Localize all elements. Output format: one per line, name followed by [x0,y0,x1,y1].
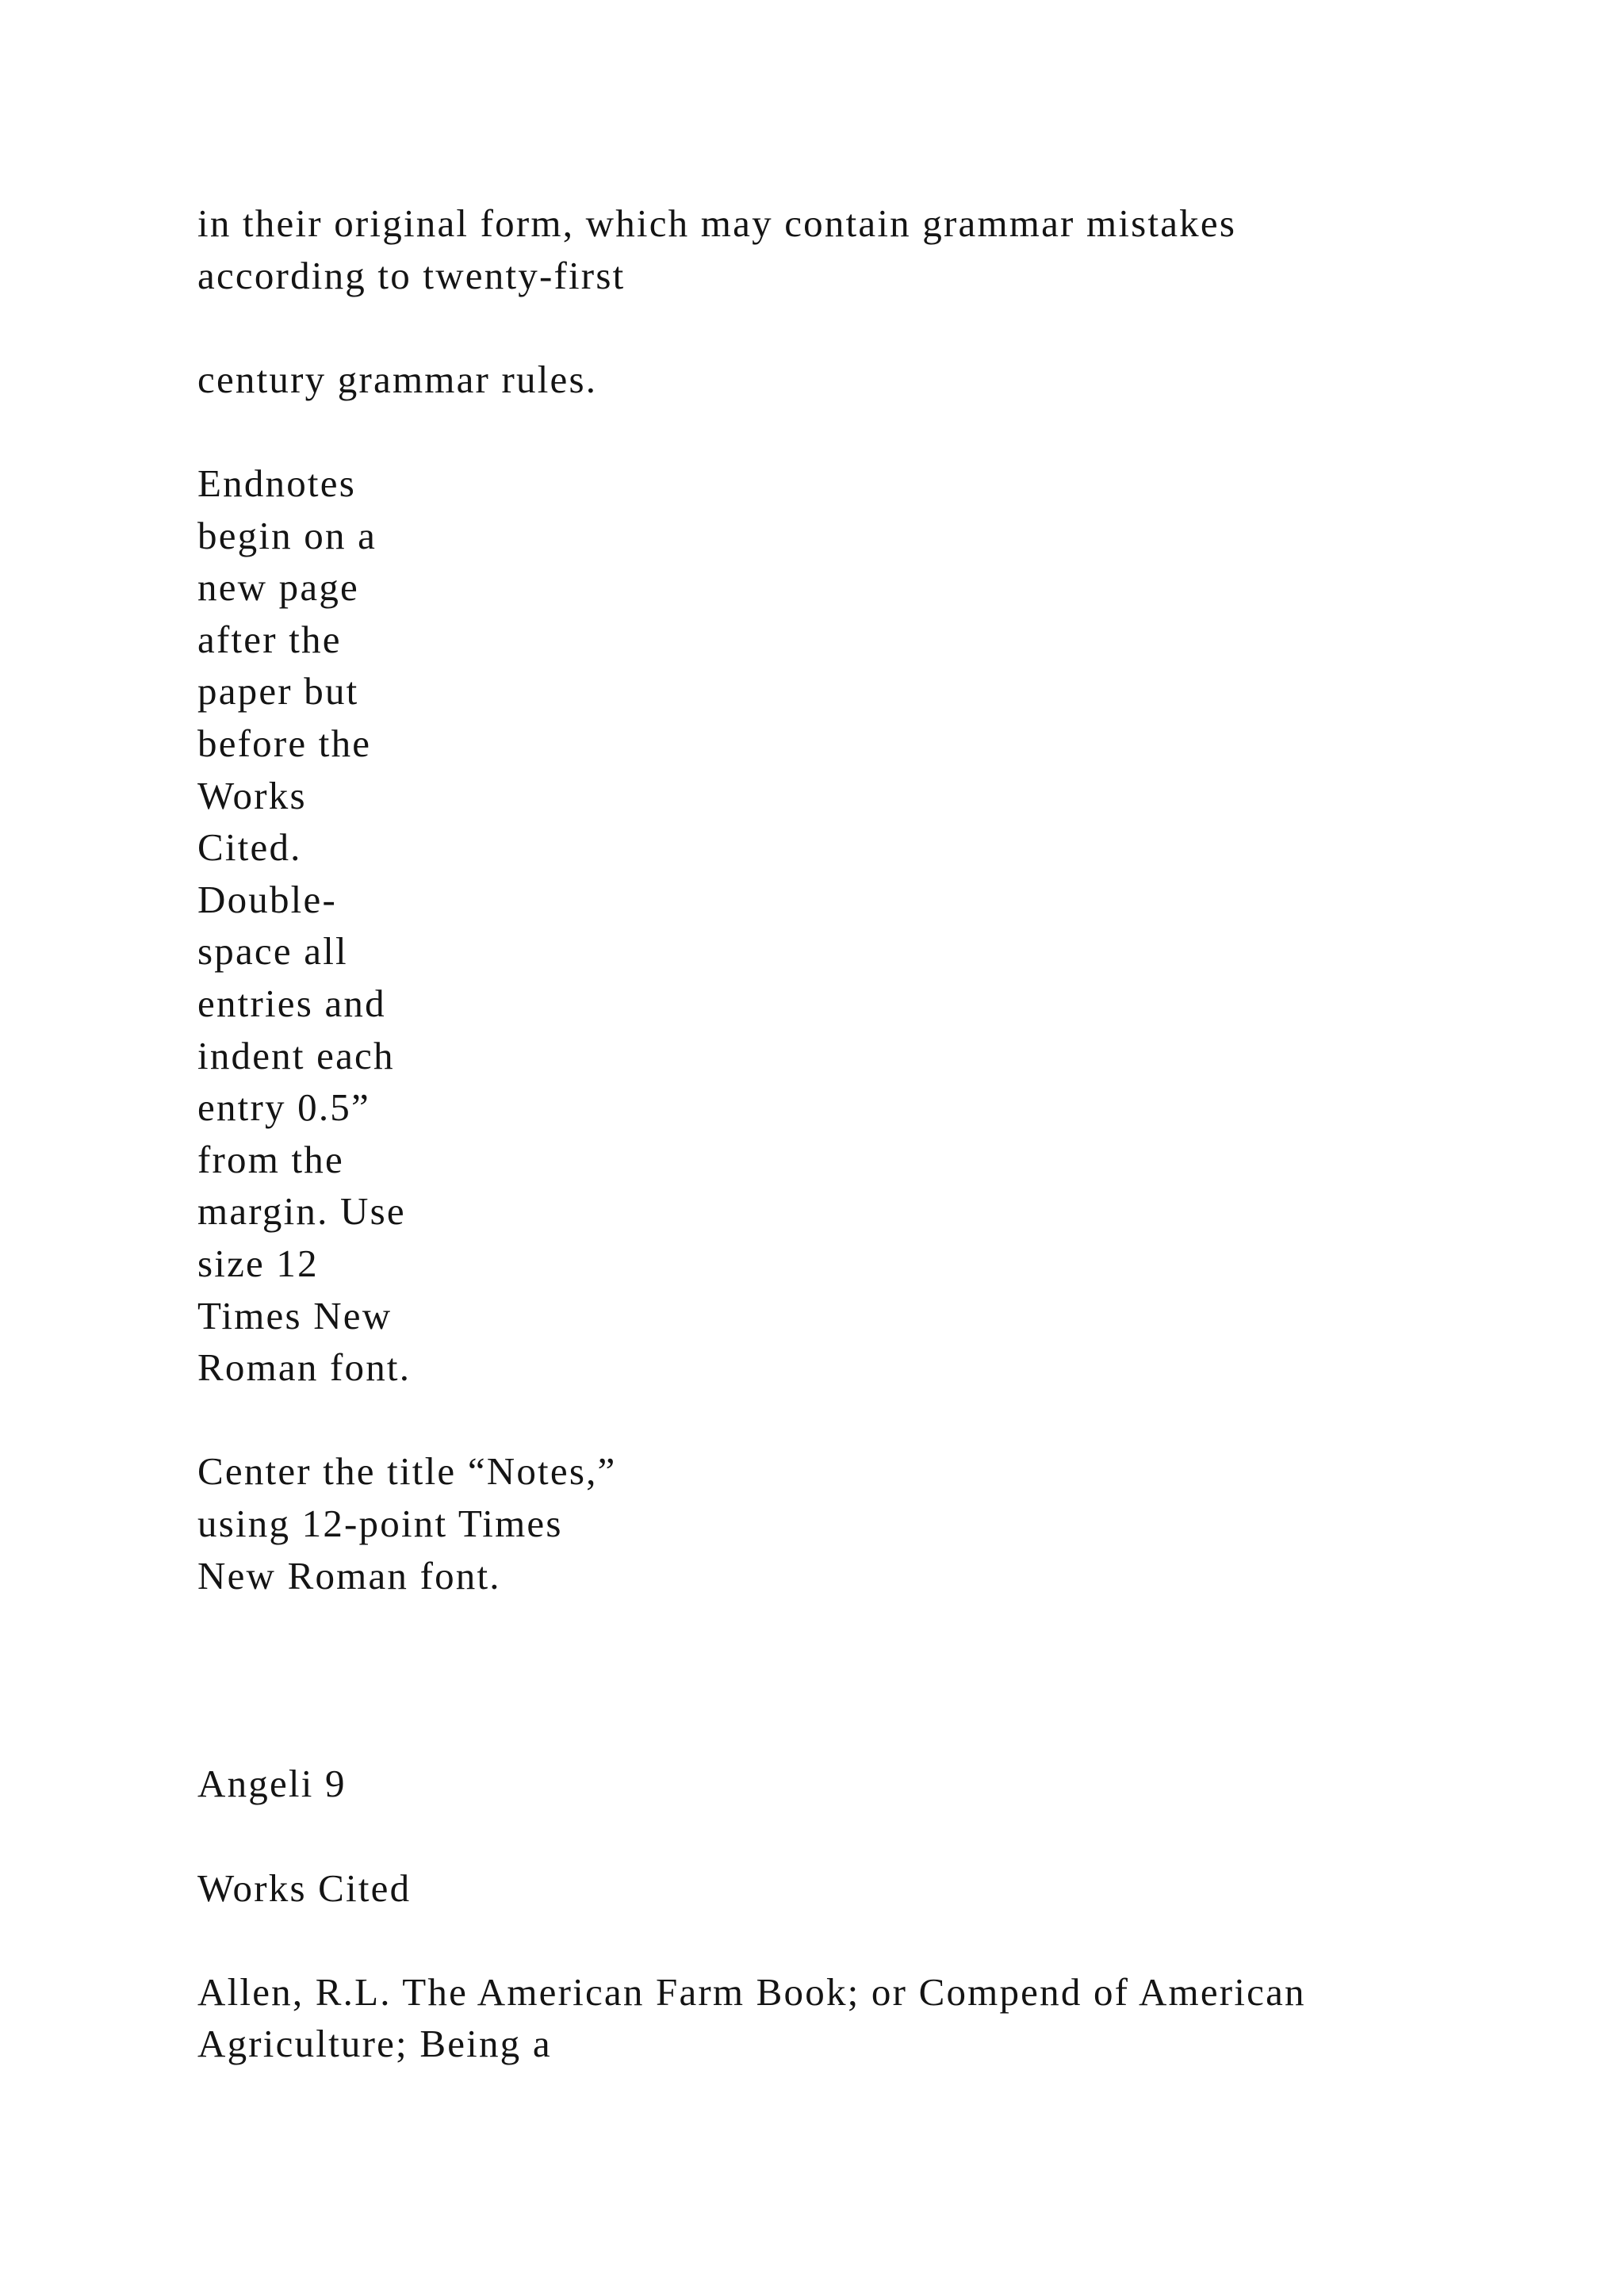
text-line: space all [197,929,348,973]
text-line: margin. Use [197,1189,406,1233]
page-header: Angeli 9 [197,1762,347,1805]
text-line: entries and [197,982,386,1025]
text-line: from the [197,1138,344,1181]
text-line: New Roman font. [197,1554,501,1598]
text-line: according to twenty-first [197,254,626,297]
text-line: Center the title “Notes,” [197,1449,617,1493]
text-line: using 12-point Times [197,1502,563,1545]
text-line: Cited. [197,825,302,869]
text-line: Works [197,774,307,817]
text-line: Times New [197,1294,393,1337]
text-line: before the [197,721,372,765]
citation-line: Allen, R.L. The American Farm Book; or Compend of American [197,1970,1306,2014]
text-line: century grammar rules. [197,358,598,401]
text-line: paper but [197,669,359,713]
text-line: in their original form, which may contain grammar mistakes [197,201,1237,245]
text-line: after the [197,618,342,661]
citation-line: Agriculture; Being a [197,2022,552,2065]
text-line: Double- [197,878,337,921]
section-title: Works Cited [197,1866,412,1910]
text-line: size 12 [197,1242,319,1285]
text-line: begin on a [197,514,377,557]
text-line: indent each [197,1034,395,1077]
text-line: Roman font. [197,1345,412,1389]
text-line: entry 0.5” [197,1085,370,1129]
text-line: new page [197,565,359,609]
text-line: Endnotes [197,461,356,505]
